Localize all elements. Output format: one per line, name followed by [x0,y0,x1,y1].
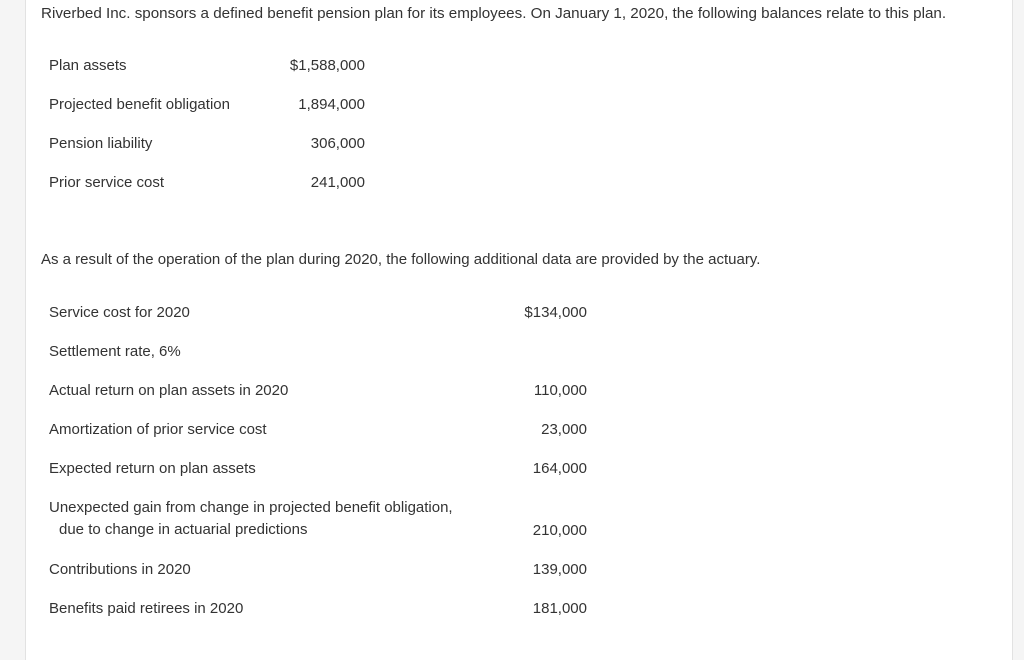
data-value-unexpected-gain: 210,000 [532,522,587,539]
data-label-unexpected-gain [49,497,509,541]
data-label-settlement-rate: Settlement rate, 6% [49,343,181,360]
data-value-expected-return: 164,000 [532,460,587,477]
balance-label-pbo: Projected benefit obligation [49,96,230,113]
intro2-text: As a result of the operation of the plan during 2020, the following additional data are provided by the actuary. [41,251,761,268]
data-label-actual-return: Actual return on plan assets in 2020 [49,382,289,399]
data-label-unexpected-gain-line1: Unexpected gain from change in projected benefit obligation, [49,499,453,516]
balance-label-pension-liability: Pension liability [49,135,153,152]
balance-value-plan-assets: $1,588,000 [289,57,365,74]
balance-value-pension-liability: 306,000 [310,135,365,152]
data-value-service-cost: $134,000 [524,304,587,321]
balance-label-prior-service-cost: Prior service cost [49,174,165,191]
data-value-amortization: 23,000 [541,421,587,438]
balance-value-pbo: 1,894,000 [298,96,365,113]
data-label-unexpected-gain-line2: due to change in actuarial predictions [59,521,308,538]
data-value-contributions: 139,000 [532,561,587,578]
data-label-amortization: Amortization of prior service cost [49,421,267,438]
balance-label-plan-assets: Plan assets [49,57,127,74]
data-label-benefits-paid: Benefits paid retirees in 2020 [49,600,244,617]
question-panel [25,0,1013,660]
data-label-contributions: Contributions in 2020 [49,561,191,578]
data-label-service-cost: Service cost for 2020 [49,304,190,321]
data-value-benefits-paid: 181,000 [532,600,587,617]
balance-value-prior-service-cost: 241,000 [310,174,365,191]
intro-text: Riverbed Inc. sponsors a defined benefit pension plan for its employees. On January 1, 2020, the following balances relate to this plan. [41,5,947,22]
data-label-expected-return: Expected return on plan assets [49,460,256,477]
data-value-actual-return: 110,000 [533,382,587,399]
